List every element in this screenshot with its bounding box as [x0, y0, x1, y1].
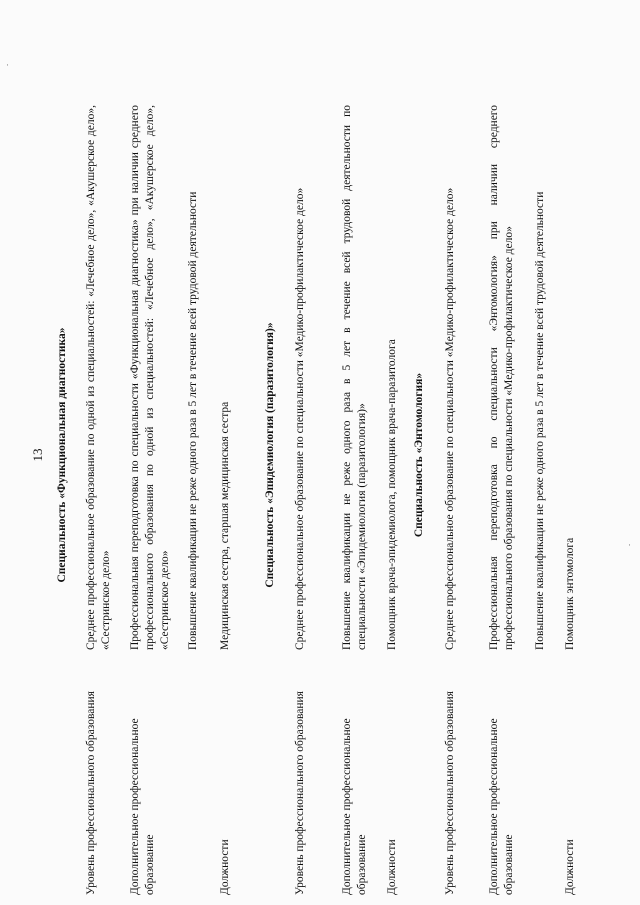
row-label: Уровень профессионального образования	[85, 691, 97, 895]
row-label: Уровень профессионального образования	[294, 691, 306, 895]
row-label: Дополнительное профессиональное образование	[341, 718, 368, 895]
row-label: Дополнительное профессиональное образование	[488, 718, 515, 895]
row-value: Повышение квалификации не реже одного раза в 5 лет в течение всей трудовой деятельности по специальности «Эпидемиология (паразитология)»	[341, 105, 368, 650]
scan-speck: ·	[6, 60, 9, 70]
row-label: Дополнительное профессиональное образование	[129, 718, 156, 895]
row-value: Повышение квалификации не реже одного раза в 5 лет в течение всей трудовой деятельности	[534, 191, 546, 650]
section-title: Специальность «Энтомология»	[413, 372, 425, 538]
row-value: Профессиональная переподготовка по специальности «Энтомология» при наличии среднего профессионального образования по специальности «Медико-профилактическое дело»	[488, 105, 515, 650]
scan-speck: ·	[628, 540, 631, 550]
section-title: Специальность «Эпидемиология (паразитология)»	[264, 322, 276, 588]
row-label: Должности	[386, 839, 398, 895]
row-value: Повышение квалификации не реже одного раза в 5 лет в течение всей трудовой деятельности	[187, 191, 199, 650]
row-value: Среднее профессиональное образование по специальности «Медико-профилактическое дело»	[444, 187, 456, 650]
row-label: Должности	[219, 839, 231, 895]
row-value: Среднее профессиональное образование по одной из специальностей: «Лечебное дело», «Акушерское дело», «Сестринское дело»	[85, 105, 112, 650]
row-value: Помощник энтомолога	[564, 537, 576, 650]
row-label: Должности	[564, 839, 576, 895]
row-value: Профессиональная переподготовка по специальности «Функциональная диагностика» при наличии среднего профессионального образования по одной из специальностей: «Лечебное дело», «Акушерское дело», «Сестринское дело»	[129, 105, 171, 650]
page-number: 13	[30, 448, 45, 462]
row-value: Медицинская сестра, старшая медицинская сестра	[219, 401, 231, 650]
section-title: Специальность «Функциональная диагностика»	[56, 327, 68, 583]
row-label: Уровень профессионального образования	[444, 691, 456, 895]
row-value: Помощник врача-эпидемиолога, помощник врача-паразитолога	[386, 339, 398, 650]
row-value: Среднее профессиональное образование по специальности «Медико-профилактическое дело»	[294, 187, 306, 650]
